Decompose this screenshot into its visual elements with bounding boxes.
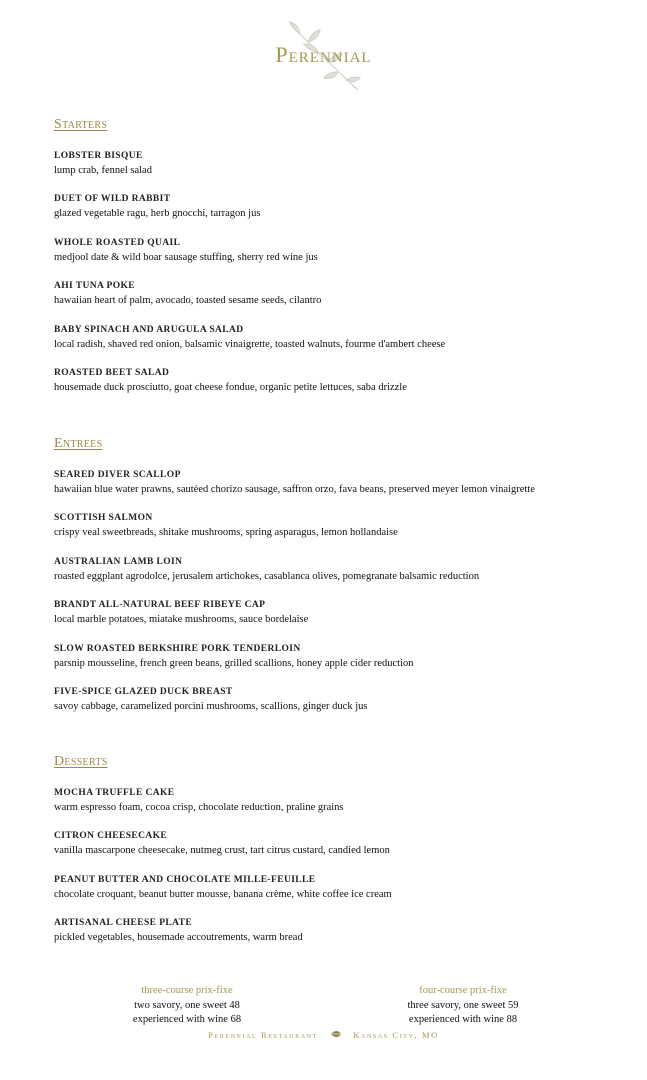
- item-name: AHI TUNA POKE: [54, 281, 136, 292]
- item-description: savoy cabbage, caramelized porcini mushrooms, scallions, ginger duck jus: [54, 700, 368, 712]
- menu-item: [54, 280, 624, 323]
- menu-item: [54, 787, 624, 830]
- menu-item: [54, 512, 624, 555]
- prix-fixe-four-course: [363, 984, 563, 1028]
- item-description: vanilla mascarpone cheesecake, nutmeg crust, tart citrus custard, candied lemon: [54, 845, 390, 857]
- item-description: pickled vegetables, housemade accoutrements, warm bread: [54, 932, 303, 944]
- menu-item: [54, 556, 624, 599]
- prix-fixe-wine-price: experienced with wine 88: [408, 1014, 518, 1025]
- item-name: ARTISANAL CHEESE PLATE: [54, 918, 193, 929]
- prix-fixe-title: four-course prix-fixe: [419, 985, 507, 996]
- item-name: SEARED DIVER SCALLOP: [54, 470, 181, 480]
- menu-item-list: [54, 469, 624, 729]
- prix-fixe-wine-price: experienced with wine 68: [132, 1014, 242, 1025]
- item-name: WHOLE ROASTED QUAIL: [54, 237, 181, 248]
- footer-location: Kansas City, MO: [353, 1030, 439, 1040]
- item-name: BRANDT ALL-NATURAL BEEF RIBEYE CAP: [54, 600, 266, 611]
- item-name: PEANUT BUTTER AND CHOCOLATE MILLE-FEUILLE: [54, 874, 316, 885]
- prix-fixe-price: two savory, one sweet 48: [134, 999, 240, 1011]
- menu-item: [54, 830, 624, 873]
- item-description: hawaiian blue water prawns, sautéed chorizo sausage, saffron orzo, fava beans, preserved meyer lemon vinaigrette: [54, 484, 535, 495]
- item-name: BABY SPINACH AND ARUGULA SALAD: [54, 324, 244, 335]
- item-name: SCOTTISH SALMON: [54, 513, 153, 524]
- prix-fixe-title: three-course prix-fixe: [141, 985, 233, 996]
- prix-fixe-three-course: [87, 984, 287, 1028]
- menu-item: [54, 367, 624, 410]
- section-entrees: [54, 435, 624, 729]
- item-name: CITRON CHEESECAKE: [54, 831, 168, 842]
- menu-item-list: [54, 150, 624, 410]
- leaf-icon: [330, 1030, 342, 1040]
- section-desserts: [54, 753, 624, 961]
- menu-item: [54, 150, 624, 193]
- item-description: housemade duck prosciutto, goat cheese fondue, organic petite lettuces, saba drizzle: [54, 381, 407, 393]
- footer: [0, 1030, 647, 1040]
- item-description: glazed vegetable ragu, herb gnocchi, tarragon jus: [54, 208, 261, 220]
- logo: [0, 20, 647, 100]
- item-description: crispy veal sweetbreads, shitake mushrooms, spring asparagus, lemon hollandaise: [54, 527, 398, 539]
- section-title: Starters: [54, 117, 108, 132]
- menu-item: [54, 324, 624, 367]
- item-description: warm espresso foam, cocoa crisp, chocolate reduction, praline grains: [54, 802, 344, 813]
- menu-item: [54, 599, 624, 642]
- item-description: local marble potatoes, miatake mushrooms, sauce bordelaise: [54, 614, 309, 626]
- menu-item-list: [54, 787, 624, 961]
- item-name: ROASTED BEET SALAD: [54, 367, 170, 378]
- footer-restaurant-name: Perennial Restaurant: [208, 1030, 318, 1040]
- item-name: AUSTRALIAN LAMB LOIN: [54, 556, 183, 567]
- section-title: Desserts: [54, 754, 108, 769]
- item-name: SLOW ROASTED BERKSHIRE PORK TENDERLOIN: [54, 643, 301, 654]
- menu-item: [54, 193, 624, 236]
- item-name: MOCHA TRUFFLE CAKE: [54, 788, 175, 798]
- item-description: roasted eggplant agrodolce, jerusalem artichokes, casablanca olives, pomegranate balsamic reduction: [54, 570, 480, 582]
- item-name: DUET OF WILD RABBIT: [54, 194, 171, 205]
- prix-fixe-price: three savory, one sweet 59: [407, 999, 519, 1011]
- menu-item: [54, 917, 624, 960]
- item-description: lump crab, fennel salad: [54, 165, 152, 176]
- item-description: local radish, shaved red onion, balsamic vinaigrette, toasted walnuts, fourme d'ambert cheese: [54, 338, 446, 350]
- item-description: hawaiian heart of palm, avocado, toasted sesame seeds, cilantro: [54, 295, 322, 307]
- item-name: FIVE-SPICE GLAZED DUCK BREAST: [54, 686, 233, 697]
- menu-item: [54, 469, 624, 512]
- menu-item: [54, 643, 624, 686]
- menu-item: [54, 237, 624, 280]
- item-description: parsnip mousseline, french green beans, grilled scallions, honey apple cider reduction: [54, 657, 414, 669]
- item-name: LOBSTER BISQUE: [54, 151, 143, 161]
- section-title: Entrees: [54, 436, 103, 451]
- section-starters: [54, 116, 624, 410]
- menu-item: [54, 874, 624, 917]
- restaurant-name: Perennial: [275, 42, 372, 67]
- menu-item: [54, 686, 624, 729]
- item-description: medjool date & wild boar sausage stuffing, sherry red wine jus: [54, 251, 318, 263]
- item-description: chocolate croquant, beanut butter mousse, banana crème, white coffee ice cream: [54, 888, 392, 900]
